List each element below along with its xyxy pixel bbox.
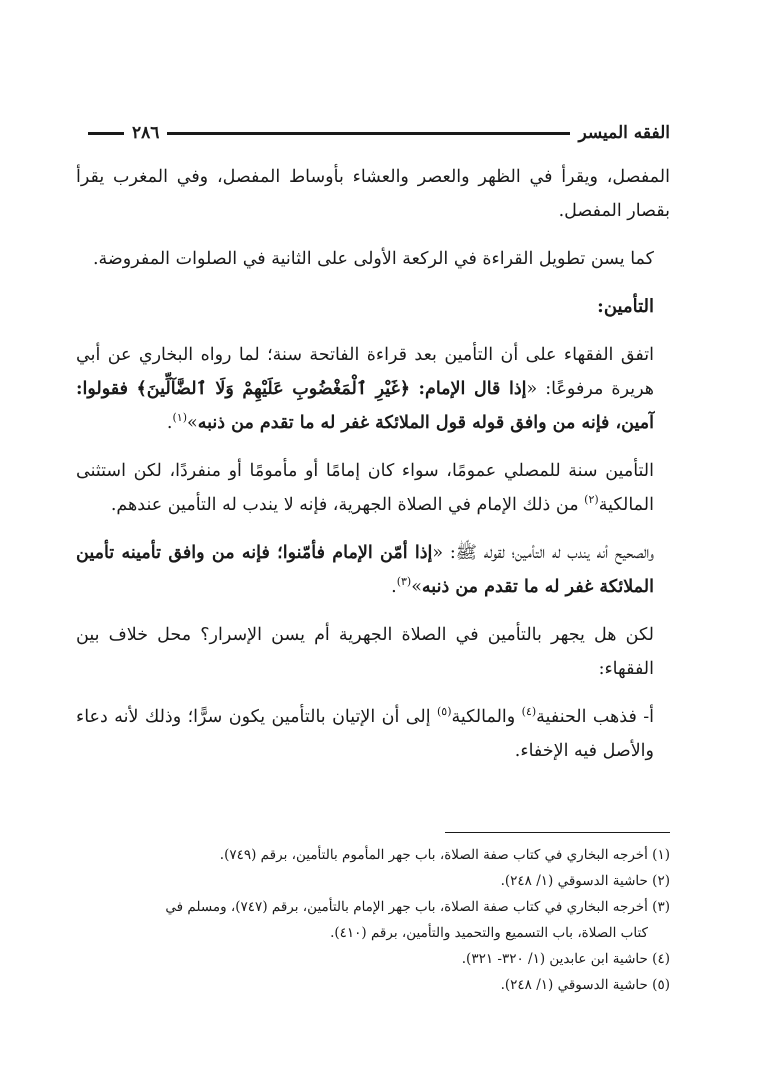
text: والمالكية	[451, 707, 522, 727]
paragraph-hadith	[76, 338, 670, 440]
paragraph: المفصل، ويقرأ في الظهر والعصر والعشاء بأوساط المفصل، وفي المغرب يقرأ بقصار المفصل.	[76, 167, 670, 221]
text: إلى أن الإتيان بالتأمين يكون سرًّا؛ وذلك لأنه دعاء والأصل فيه الإخفاء.	[76, 707, 654, 761]
footnote-ref: (٣)	[396, 575, 412, 589]
footnote-2: (٢) حاشية الدسوقي (١/ ٢٤٨).	[500, 873, 670, 889]
text: التأمين سنة للمصلي عمومًا، سواء كان إمامًا أو مأمومًا أو منفردًا، لكن استثنى المالكية	[76, 461, 654, 515]
page-number-rule	[88, 132, 124, 135]
footnote-ref: (٥)	[436, 705, 452, 719]
text: والصحيح أنه يندب له التأمين؛ لقوله ﷺ: «	[432, 543, 654, 563]
text: من ذلك الإمام في الصلاة الجهرية، فإنه لا يندب له التأمين عندهم.	[110, 495, 585, 515]
footnote-separator	[445, 832, 670, 833]
page-number: ٢٨٦	[132, 123, 160, 143]
paragraph: لكن هل يجهر بالتأمين في الصلاة الجهرية أم يسن الإسرار؟ محل خلاف بين الفقهاء:	[76, 625, 654, 679]
text: .	[166, 413, 173, 433]
main-text	[76, 160, 670, 782]
text: اتفق الفقهاء على أن التأمين بعد قراءة الفاتحة سنة؛ لما رواه البخاري عن أبي هريرة مرفوعًا: «	[76, 345, 654, 399]
footnote-5: (٥) حاشية الدسوقي (١/ ٢٤٨).	[500, 977, 670, 993]
footnote-ref: (٤)	[521, 705, 537, 719]
footnote-3: (٣) أخرجه البخاري في كتاب صفة الصلاة، باب جهر الإمام بالتأمين، برقم (٧٤٧)، ومسلم في	[165, 899, 670, 915]
footnote-4: (٤) حاشية ابن عابدين (١/ ٣٢٠- ٣٢١).	[461, 951, 670, 967]
hadith-text: إذا قال الإمام: ﴿غَيْرِ ٱلْمَغْضُوبِ عَلَيْهِمْ وَلَا ٱلضَّآلِّينَ﴾ فقولوا: آمين، فإنه من وافق قوله قول الملائكة غفر له ما تقدم من ذنبه	[76, 379, 654, 433]
header-rule	[167, 132, 570, 135]
text: .	[391, 577, 397, 597]
footnote-ref: (١)	[172, 411, 187, 425]
section-heading: التأمين:	[597, 296, 654, 317]
footnote-3-continued: كتاب الصلاة، باب التسميع والتحميد والتأمين، برقم (٤١٠).	[330, 925, 648, 941]
footnote-ref: (٢)	[584, 493, 599, 507]
paragraph	[76, 454, 670, 522]
running-header	[88, 118, 670, 148]
text: »	[411, 577, 422, 597]
paragraph-hadith	[76, 536, 670, 604]
text: أ- فذهب الحنفية	[536, 707, 655, 727]
book-title: الفقه الميسر	[578, 123, 670, 143]
footnote-1: (١) أخرجه البخاري في كتاب صفة الصلاة، باب جهر المأموم بالتأمين، برقم (٧٤٩).	[219, 847, 670, 863]
footnotes	[76, 842, 670, 998]
paragraph	[76, 700, 670, 768]
hadith-text: إذا أمّن الإمام فأمّنوا؛ فإنه من وافق تأمينه تأمين الملائكة غفر له ما تقدم من ذنبه	[76, 543, 654, 597]
text: »	[187, 413, 198, 433]
paragraph: كما يسن تطويل القراءة في الركعة الأولى على الثانية في الصلوات المفروضة.	[92, 249, 654, 269]
